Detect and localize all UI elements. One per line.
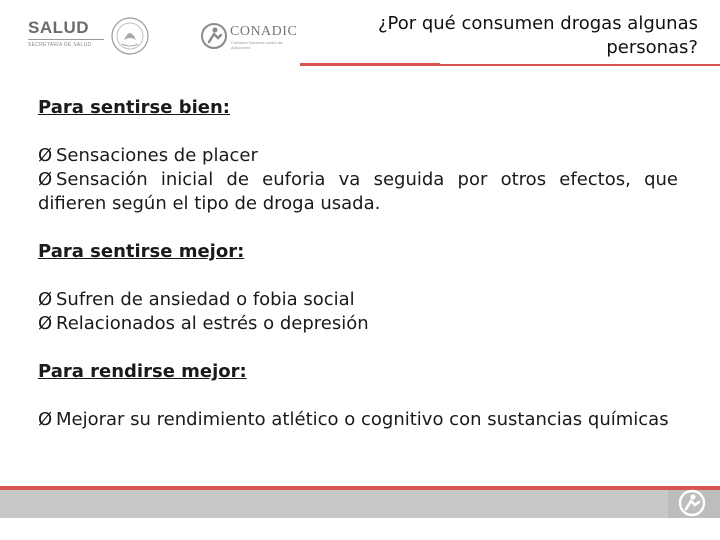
section-heading: Para rendirse mejor: <box>38 361 247 382</box>
conadic-logo-subtitle: Comisión Nacional contra las Adicciones <box>231 40 283 50</box>
conadic-logo-text: CONADIC <box>230 24 298 39</box>
arrow-bullet-icon: Ø <box>38 145 53 166</box>
footer-bar <box>0 490 720 518</box>
mexico-seal-icon <box>110 16 150 56</box>
salud-logo-rule <box>28 39 104 40</box>
slide-content <box>38 96 678 432</box>
section-heading: Para sentirse bien: <box>38 97 230 118</box>
title-underline <box>300 63 720 66</box>
page-title: ¿Por qué consumen drogas algunas personas? <box>377 13 698 58</box>
section-heading: Para sentirse mejor: <box>38 241 245 262</box>
conadic-emblem-icon <box>676 488 708 518</box>
list-item: Ø Mejorar su rendimiento atlético o cognitivo con sustancias químicas <box>38 409 669 430</box>
arrow-bullet-icon: Ø <box>38 313 53 334</box>
arrow-bullet-icon: Ø <box>38 289 53 310</box>
list-item: Ø Relacionados al estrés o depresión <box>38 313 369 334</box>
list-item: Ø Sensación inicial de euforia va seguida por otros efectos, que difieren según el tipo de droga usada. <box>38 169 678 214</box>
list-item: Ø Sufren de ansiedad o fobia social <box>38 289 355 310</box>
salud-logo <box>28 18 108 54</box>
arrow-bullet-icon: Ø <box>38 409 53 430</box>
arrow-bullet-icon: Ø <box>38 169 53 190</box>
salud-logo-subtitle: SECRETARÍA DE SALUD <box>28 42 92 48</box>
list-item: Ø Sensaciones de placer <box>38 145 258 166</box>
conadic-logo <box>200 22 300 52</box>
salud-logo-text: SALUD <box>28 18 90 37</box>
conadic-emblem-icon <box>200 22 228 50</box>
